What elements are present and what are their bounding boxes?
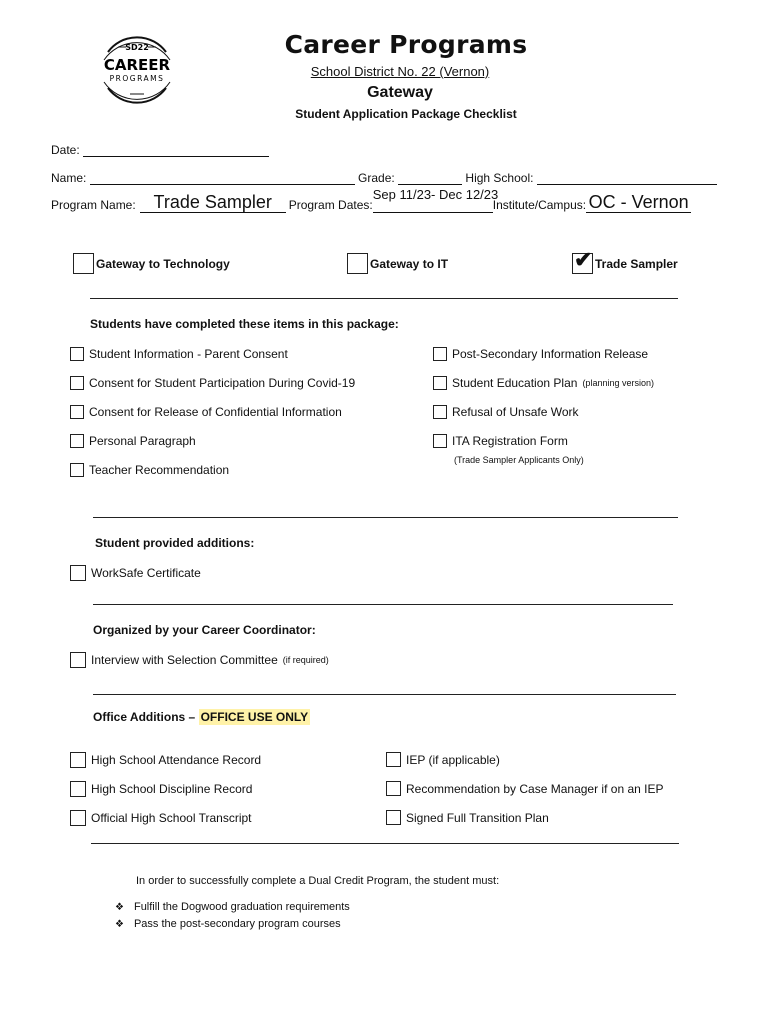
checkbox[interactable] — [70, 810, 86, 826]
checkbox[interactable] — [433, 405, 447, 419]
divider — [91, 843, 679, 844]
checklist-item[interactable] — [386, 810, 549, 825]
item-label: Personal Paragraph — [89, 434, 196, 448]
checkbox[interactable] — [433, 434, 447, 448]
checkmark-icon: ✔ — [574, 247, 593, 272]
checkbox[interactable] — [386, 810, 401, 825]
divider — [93, 517, 678, 518]
divider — [90, 298, 678, 299]
high-school-label: High School: — [465, 171, 534, 185]
completed-heading: Students have completed these items in this package: — [90, 317, 399, 331]
name-label: Name: — [51, 171, 87, 185]
program-name-value: Trade Sampler — [153, 192, 272, 212]
date-field[interactable] — [83, 144, 269, 157]
institute-label: Institute/Campus: — [492, 198, 587, 212]
item-label: Consent for Release of Confidential Information — [89, 405, 342, 419]
checklist-item[interactable] — [433, 347, 648, 361]
district-subtitle: School District No. 22 (Vernon) — [310, 64, 490, 79]
office-heading — [93, 710, 310, 724]
gateway-heading: Gateway — [367, 84, 433, 101]
item-label: Interview with Selection Committee — [91, 653, 278, 667]
option-trade-sampler[interactable] — [572, 247, 678, 274]
option-label: Trade Sampler — [595, 256, 678, 271]
checkbox[interactable] — [70, 347, 84, 361]
program-name-label: Program Name: — [51, 198, 136, 212]
program-dates-field[interactable] — [372, 187, 499, 213]
logo-career-text: CAREER — [103, 56, 171, 74]
checkbox[interactable] — [70, 463, 84, 477]
checkbox[interactable] — [70, 376, 84, 390]
option-gateway-it[interactable] — [347, 253, 448, 274]
checkbox[interactable] — [433, 376, 447, 390]
checkbox[interactable] — [386, 752, 401, 767]
checkbox[interactable] — [70, 434, 84, 448]
item-label: Teacher Recommendation — [89, 463, 230, 477]
office-use-only-badge: OFFICE USE ONLY — [200, 710, 309, 724]
item-label: High School Attendance Record — [91, 753, 262, 767]
checklist-item[interactable] — [70, 810, 252, 826]
option-checkbox[interactable] — [347, 253, 368, 274]
checklist-item[interactable] — [70, 565, 201, 581]
item-label: WorkSafe Certificate — [91, 566, 201, 580]
footer-intro: In order to successfully complete a Dual Credit Program, the student must: — [136, 875, 500, 887]
option-checkbox[interactable] — [73, 253, 94, 274]
checklist-item[interactable] — [70, 347, 288, 361]
item-note: (planning version) — [582, 378, 654, 388]
institute-field[interactable] — [586, 190, 691, 213]
item-label: Student Information - Parent Consent — [89, 347, 288, 361]
institute-value: OC - Vernon — [588, 192, 689, 212]
checklist-item[interactable] — [433, 405, 579, 419]
item-note: (if required) — [282, 655, 329, 665]
grade-label: Grade: — [358, 171, 395, 185]
item-label: Refusal of Unsafe Work — [452, 405, 579, 419]
checklist-title: Student Application Package Checklist — [295, 107, 517, 121]
diamond-bullet-icon: ❖ — [115, 918, 124, 930]
option-gateway-technology[interactable] — [73, 253, 230, 274]
item-label: Student Education Plan — [452, 376, 578, 390]
program-dates-value: Sep 11/23- Dec 12/23 — [372, 187, 499, 202]
item-label: ITA Registration Form — [452, 434, 568, 448]
option-label: Gateway to Technology — [96, 256, 230, 271]
checkbox[interactable] — [70, 565, 86, 581]
checklist-item[interactable] — [386, 752, 500, 767]
checkbox[interactable] — [386, 781, 401, 796]
grade-field[interactable] — [398, 172, 462, 185]
checklist-item[interactable] — [70, 781, 252, 797]
checklist-item[interactable] — [70, 752, 261, 768]
checklist-item[interactable] — [433, 434, 568, 448]
high-school-field[interactable] — [537, 172, 717, 185]
item-label: Recommendation by Case Manager if on an IEP — [406, 781, 664, 796]
logo-programs-text: PROGRAMS — [109, 74, 165, 83]
checkbox[interactable] — [70, 752, 86, 768]
checklist-item[interactable] — [386, 781, 663, 796]
item-label: Consent for Student Participation During Covid-19 — [89, 376, 356, 390]
office-heading-prefix: Office Additions – — [93, 710, 196, 724]
program-dates-label: Program Dates: — [288, 198, 373, 212]
logo-district-text: SD22 — [125, 43, 149, 52]
option-checkbox-checked[interactable] — [572, 247, 593, 274]
page-title: Career Programs — [284, 30, 528, 59]
footer-bullet — [115, 918, 341, 930]
student-additions-heading: Student provided additions: — [95, 536, 255, 550]
coordinator-heading: Organized by your Career Coordinator: — [93, 623, 316, 637]
checklist-item[interactable] — [70, 434, 196, 448]
checklist-item[interactable] — [70, 376, 355, 390]
bullet-text: Pass the post-secondary program courses — [133, 918, 341, 930]
checklist-item[interactable] — [70, 463, 229, 477]
checklist-item[interactable] — [433, 376, 654, 390]
option-label: Gateway to IT — [370, 256, 449, 271]
program-row — [51, 187, 691, 213]
footer-bullet — [115, 901, 350, 913]
item-label: Post-Secondary Information Release — [452, 347, 649, 361]
divider — [93, 694, 676, 695]
divider — [93, 604, 673, 605]
checkbox[interactable] — [70, 781, 86, 797]
diamond-bullet-icon: ❖ — [115, 901, 124, 913]
date-row — [51, 143, 269, 157]
item-label: Official High School Transcript — [91, 811, 252, 825]
item-label: IEP (if applicable) — [406, 752, 500, 767]
checkbox[interactable] — [433, 347, 447, 361]
program-name-field[interactable] — [140, 190, 286, 213]
item-label: Signed Full Transition Plan — [406, 810, 549, 825]
checkbox[interactable] — [70, 405, 84, 419]
checklist-item[interactable] — [70, 405, 342, 419]
bullet-text: Fulfill the Dogwood graduation requirements — [133, 901, 350, 913]
name-field[interactable] — [90, 172, 355, 185]
item-label: High School Discipline Record — [91, 782, 253, 796]
checklist-item[interactable] — [70, 652, 329, 668]
ita-note: (Trade Sampler Applicants Only) — [454, 455, 584, 465]
name-row — [51, 171, 717, 185]
checkbox[interactable] — [70, 652, 86, 668]
date-label: Date: — [51, 143, 80, 157]
